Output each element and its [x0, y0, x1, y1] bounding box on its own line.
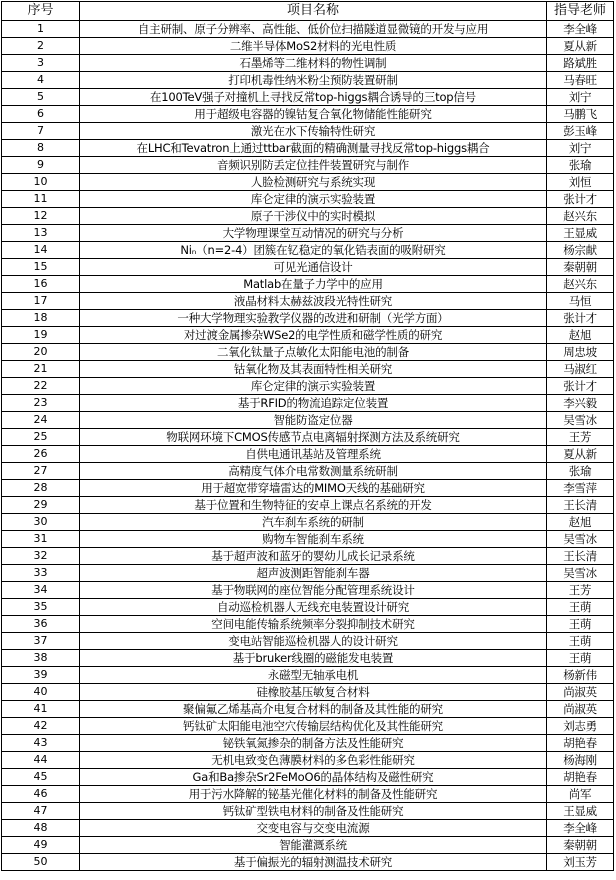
- row-advisor: 王显威: [547, 803, 614, 820]
- row-project-title: 聚偏氟乙烯基高介电复合材料的制备及其性能的研究: [80, 701, 547, 718]
- row-project-title: 二维半导体MoS2材料的光电性质: [80, 38, 547, 55]
- row-advisor: 李全峰: [547, 21, 614, 38]
- row-project-title: 液晶材料太赫兹波段光特性研究: [80, 293, 547, 310]
- row-project-title: 空间电能传输系统频率分裂抑制技术研究: [80, 616, 547, 633]
- row-project-title: 一种大学物理实验教学仪器的改进和研制（光学方面）: [80, 310, 547, 327]
- row-index: 45: [2, 769, 80, 786]
- row-advisor: 张计才: [547, 378, 614, 395]
- table-row: [2, 157, 614, 174]
- table-row: [2, 242, 614, 259]
- row-index: 39: [2, 667, 80, 684]
- row-index: 47: [2, 803, 80, 820]
- table-row: [2, 854, 614, 871]
- row-project-title: 铋铁氧氮掺杂的制备方法及性能研究: [80, 735, 547, 752]
- table-row: [2, 327, 614, 344]
- row-advisor: 刘宁: [547, 140, 614, 157]
- row-advisor: 吴雪冰: [547, 531, 614, 548]
- row-advisor: 杨宗献: [547, 242, 614, 259]
- row-project-title: 钙钛矿太阳能电池空穴传输层结构优化及其性能研究: [80, 718, 547, 735]
- table-row: [2, 446, 614, 463]
- row-index: 10: [2, 174, 80, 191]
- table-row: [2, 412, 614, 429]
- row-project-title: 自供电通讯基站及管理系统: [80, 446, 547, 463]
- row-project-title: 音频识别防丢定位挂件装置研究与制作: [80, 157, 547, 174]
- row-index: 25: [2, 429, 80, 446]
- row-project-title: Ga和Ba掺杂Sr2FeMoO6的晶体结构及磁性研究: [80, 769, 547, 786]
- table-row: [2, 769, 614, 786]
- row-index: 22: [2, 378, 80, 395]
- row-project-title: 钴氧化物及其表面特性相关研究: [80, 361, 547, 378]
- row-project-title: 高精度气体介电常数测量系统研制: [80, 463, 547, 480]
- table-row: [2, 582, 614, 599]
- header-row: [2, 2, 614, 21]
- row-index: 21: [2, 361, 80, 378]
- row-project-title: 大学物理课堂互动情况的研究与分析: [80, 225, 547, 242]
- table-row: [2, 820, 614, 837]
- row-project-title: 智能防盗定位器: [80, 412, 547, 429]
- row-index: 29: [2, 497, 80, 514]
- row-project-title: 打印机毒性纳米粉尘预防装置研制: [80, 72, 547, 89]
- row-project-title: 无机电致变色薄膜材料的多色彩性能研究: [80, 752, 547, 769]
- row-project-title: 用于超级电容器的镍钴复合氧化物储能性能研究: [80, 106, 547, 123]
- row-advisor: 赵兴东: [547, 276, 614, 293]
- row-project-title: 智能灌溉系统: [80, 837, 547, 854]
- table-row: [2, 38, 614, 55]
- header-index: 序号: [2, 2, 80, 21]
- row-project-title: 原子干涉仪中的实时模拟: [80, 208, 547, 225]
- table-row: [2, 684, 614, 701]
- row-project-title: 永磁型无轴承电机: [80, 667, 547, 684]
- row-index: 6: [2, 106, 80, 123]
- row-advisor: 王萌: [547, 650, 614, 667]
- row-index: 35: [2, 599, 80, 616]
- table-row: [2, 174, 614, 191]
- header-project: 项目名称: [80, 2, 547, 21]
- row-project-title: 库仑定律的演示实验装置: [80, 191, 547, 208]
- row-advisor: 刘志勇: [547, 718, 614, 735]
- table-row: [2, 378, 614, 395]
- row-advisor: 夏从新: [547, 38, 614, 55]
- table-row: [2, 208, 614, 225]
- table-row: [2, 599, 614, 616]
- row-advisor: 张计才: [547, 310, 614, 327]
- row-index: 11: [2, 191, 80, 208]
- table-row: [2, 633, 614, 650]
- row-advisor: 路斌胜: [547, 55, 614, 72]
- table-row: [2, 701, 614, 718]
- row-index: 38: [2, 650, 80, 667]
- row-project-title: 人脸检测研究与系统实现: [80, 174, 547, 191]
- table-row: [2, 837, 614, 854]
- row-advisor: 彭玉峰: [547, 123, 614, 140]
- row-index: 17: [2, 293, 80, 310]
- row-project-title: 基于bruker线圈的磁能发电装置: [80, 650, 547, 667]
- table-row: [2, 463, 614, 480]
- row-advisor: 周忠坡: [547, 344, 614, 361]
- row-project-title: 超声波测距智能刹车器: [80, 565, 547, 582]
- row-advisor: 尚军: [547, 786, 614, 803]
- row-project-title: 硅橡胶基压敏复合材料: [80, 684, 547, 701]
- row-index: 5: [2, 89, 80, 106]
- row-project-title: 用于污水降解的铋基光催化材料的制备及性能研究: [80, 786, 547, 803]
- row-index: 18: [2, 310, 80, 327]
- row-index: 3: [2, 55, 80, 72]
- row-advisor: 杨海刚: [547, 752, 614, 769]
- table-row: [2, 276, 614, 293]
- table-row: [2, 650, 614, 667]
- row-project-title: 在LHC和Tevatron上通过ttbar截面的精确测量寻找反常top-higgs耦合: [80, 140, 547, 157]
- table-row: [2, 429, 614, 446]
- row-project-title: Matlab在量子力学中的应用: [80, 276, 547, 293]
- row-project-title: 购物车智能刹车系统: [80, 531, 547, 548]
- row-advisor: 赵旭: [547, 327, 614, 344]
- table-row: [2, 123, 614, 140]
- table-row: [2, 752, 614, 769]
- row-project-title: 石墨烯等二维材料的物性调制: [80, 55, 547, 72]
- table-row: [2, 667, 614, 684]
- row-index: 37: [2, 633, 80, 650]
- row-index: 41: [2, 701, 80, 718]
- table-row: [2, 803, 614, 820]
- row-project-title: 在100TeV强子对撞机上寻找反常top-higgs耦合诱导的三top信号: [80, 89, 547, 106]
- table-row: [2, 310, 614, 327]
- row-advisor: 赵兴东: [547, 208, 614, 225]
- row-project-title: 二氧化钛量子点敏化太阳能电池的制备: [80, 344, 547, 361]
- row-advisor: 王长清: [547, 548, 614, 565]
- row-index: 19: [2, 327, 80, 344]
- row-project-title: 基于物联网的座位智能分配管理系统设计: [80, 582, 547, 599]
- row-advisor: 王萌: [547, 633, 614, 650]
- table-row: [2, 191, 614, 208]
- row-advisor: 王长清: [547, 497, 614, 514]
- table-row: [2, 361, 614, 378]
- row-project-title: 可见光通信设计: [80, 259, 547, 276]
- row-advisor: 张瑜: [547, 157, 614, 174]
- row-index: 4: [2, 72, 80, 89]
- table-row: [2, 565, 614, 582]
- header-advisor: 指导老师: [547, 2, 614, 21]
- table-row: [2, 344, 614, 361]
- row-advisor: 张瑜: [547, 463, 614, 480]
- table-row: [2, 72, 614, 89]
- table-row: [2, 548, 614, 565]
- table-row: [2, 514, 614, 531]
- row-index: 50: [2, 854, 80, 871]
- row-index: 15: [2, 259, 80, 276]
- row-advisor: 王芳: [547, 429, 614, 446]
- table-row: [2, 21, 614, 38]
- row-advisor: 刘恒: [547, 174, 614, 191]
- row-index: 2: [2, 38, 80, 55]
- row-advisor: 王萌: [547, 599, 614, 616]
- row-advisor: 张计才: [547, 191, 614, 208]
- row-advisor: 杨新伟: [547, 667, 614, 684]
- row-index: 32: [2, 548, 80, 565]
- row-index: 20: [2, 344, 80, 361]
- table-row: [2, 89, 614, 106]
- row-advisor: 王萌: [547, 616, 614, 633]
- row-index: 1: [2, 21, 80, 38]
- row-index: 36: [2, 616, 80, 633]
- table-row: [2, 497, 614, 514]
- row-index: 9: [2, 157, 80, 174]
- row-advisor: 秦朝朝: [547, 837, 614, 854]
- table-row: [2, 293, 614, 310]
- row-advisor: 胡艳春: [547, 769, 614, 786]
- row-advisor: 赵旭: [547, 514, 614, 531]
- row-project-title: 库仑定律的演示实验装置: [80, 378, 547, 395]
- project-table: [1, 1, 614, 871]
- row-index: 44: [2, 752, 80, 769]
- table-row: [2, 55, 614, 72]
- row-project-title: 基于超声波和蓝牙的婴幼儿成长记录系统: [80, 548, 547, 565]
- row-index: 43: [2, 735, 80, 752]
- row-index: 23: [2, 395, 80, 412]
- row-advisor: 夏从新: [547, 446, 614, 463]
- row-project-title: 自主研制、原子分辨率、高性能、低价位扫描隧道显微镜的开发与应用: [80, 21, 547, 38]
- table-row: [2, 259, 614, 276]
- table-row: [2, 395, 614, 412]
- table-row: [2, 106, 614, 123]
- table-row: [2, 786, 614, 803]
- table-row: [2, 531, 614, 548]
- row-project-title: 基于位置和生物特征的安卓上课点名系统的开发: [80, 497, 547, 514]
- row-index: 28: [2, 480, 80, 497]
- row-index: 40: [2, 684, 80, 701]
- row-advisor: 李兴毅: [547, 395, 614, 412]
- row-advisor: 刘宁: [547, 89, 614, 106]
- row-advisor: 刘玉芳: [547, 854, 614, 871]
- table-row: [2, 140, 614, 157]
- row-advisor: 吴雪冰: [547, 565, 614, 582]
- row-index: 14: [2, 242, 80, 259]
- row-advisor: 吴雪冰: [547, 412, 614, 429]
- row-index: 30: [2, 514, 80, 531]
- table-row: [2, 480, 614, 497]
- row-project-title: 激光在水下传输特性研究: [80, 123, 547, 140]
- row-advisor: 尚淑英: [547, 684, 614, 701]
- row-advisor: 王芳: [547, 582, 614, 599]
- row-advisor: 马鹏飞: [547, 106, 614, 123]
- row-advisor: 胡艳春: [547, 735, 614, 752]
- row-index: 33: [2, 565, 80, 582]
- row-advisor: 李雪萍: [547, 480, 614, 497]
- row-advisor: 王显威: [547, 225, 614, 242]
- row-project-title: 自动巡检机器人无线充电装置设计研究: [80, 599, 547, 616]
- row-advisor: 马恒: [547, 293, 614, 310]
- table-row: [2, 616, 614, 633]
- row-index: 48: [2, 820, 80, 837]
- row-project-title: 用于超宽带穿墙雷达的MIMO天线的基础研究: [80, 480, 547, 497]
- row-index: 34: [2, 582, 80, 599]
- row-project-title: 基于RFID的物流追踪定位装置: [80, 395, 547, 412]
- row-advisor: 尚淑英: [547, 701, 614, 718]
- row-project-title: 对过渡金属掺杂WSe2的电学性质和磁学性质的研究: [80, 327, 547, 344]
- row-index: 27: [2, 463, 80, 480]
- row-index: 49: [2, 837, 80, 854]
- row-project-title: 汽车刹车系统的研制: [80, 514, 547, 531]
- row-project-title: 变电站智能巡检机器人的设计研究: [80, 633, 547, 650]
- row-index: 42: [2, 718, 80, 735]
- row-index: 24: [2, 412, 80, 429]
- row-advisor: 马春旺: [547, 72, 614, 89]
- row-project-title: 物联网环境下CMOS传感节点电离辐射探测方法及系统研究: [80, 429, 547, 446]
- table-row: [2, 735, 614, 752]
- row-index: 12: [2, 208, 80, 225]
- row-index: 13: [2, 225, 80, 242]
- row-advisor: 李全峰: [547, 820, 614, 837]
- row-index: 7: [2, 123, 80, 140]
- table-row: [2, 225, 614, 242]
- row-index: 26: [2, 446, 80, 463]
- row-index: 8: [2, 140, 80, 157]
- row-index: 31: [2, 531, 80, 548]
- row-index: 46: [2, 786, 80, 803]
- row-advisor: 秦朝朝: [547, 259, 614, 276]
- row-index: 16: [2, 276, 80, 293]
- row-project-title: Niₙ（n=2-4）团簇在钇稳定的氧化锆表面的吸附研究: [80, 242, 547, 259]
- row-advisor: 马淑红: [547, 361, 614, 378]
- row-project-title: 交变电容与交变电流源: [80, 820, 547, 837]
- table-body: [2, 21, 614, 871]
- table-row: [2, 718, 614, 735]
- row-project-title: 钙钛矿型铁电材料的制备及性能研究: [80, 803, 547, 820]
- row-project-title: 基于偏振光的辐射测温技术研究: [80, 854, 547, 871]
